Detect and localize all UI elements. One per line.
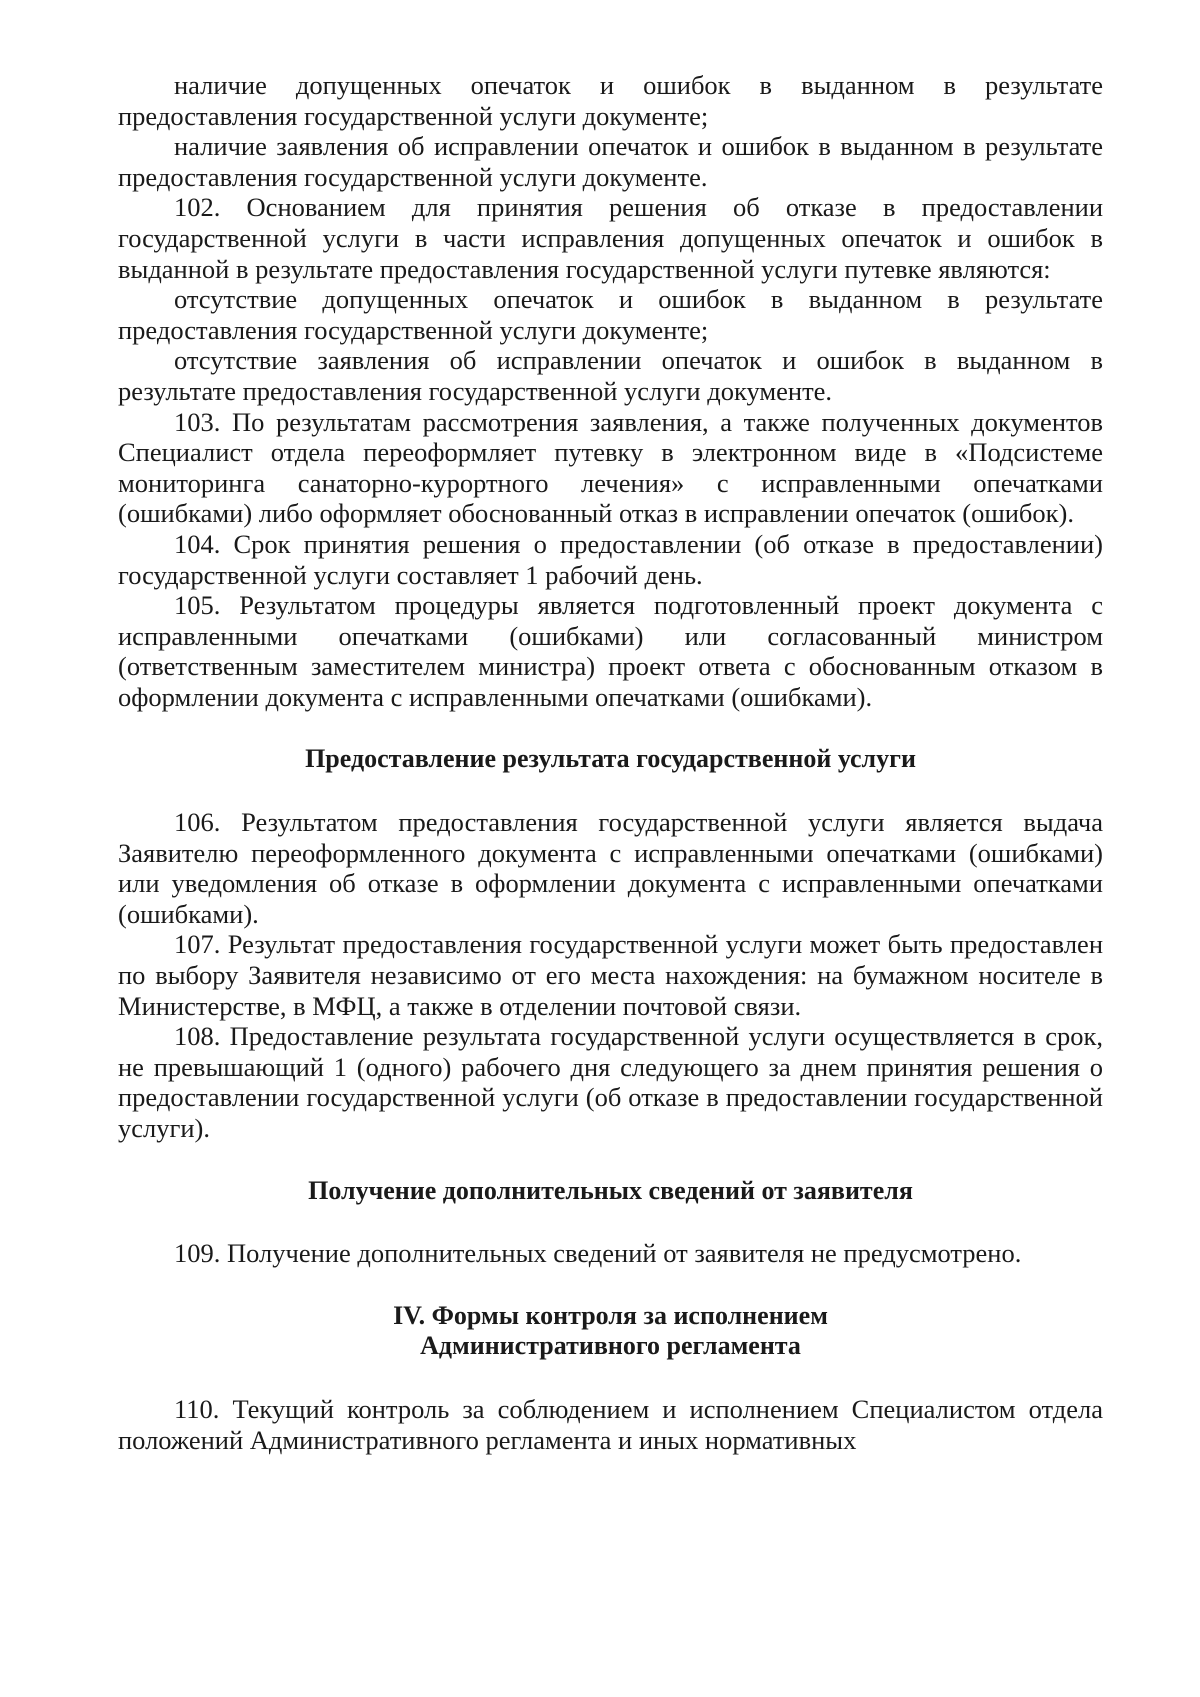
paragraph-106: 106. Результатом предоставления государственной услуги является выдача Заявителю переоформленного документа с исправленными опечатками (ошибками) или уведомления об отказе в оформлении документа с исправленными опечатками (ошибками).: [118, 807, 1103, 929]
section-heading-iv-line1: IV. Формы контроля за исполнением: [393, 1300, 828, 1330]
paragraph-103: 103. По результатам рассмотрения заявления, а также полученных документов Специалист отдела переоформляет путевку в электронном виде в «Подсистеме мониторинга санаторно-курортного лечения» с исправленными опечатками (ошибками) либо оформляет обоснованный отказ в исправлении опечаток (ошибок).: [118, 406, 1103, 529]
spacer: [118, 1269, 1103, 1301]
heading-result-provision: Предоставление результата государственной услуги: [305, 744, 916, 774]
spacer: [118, 1362, 1103, 1394]
paragraph-109: 109. Получение дополнительных сведений от заявителя не предусмотрено.: [174, 1238, 1022, 1269]
paragraph-typos-absent: отсутствие допущенных опечаток и ошибок в выданном в результате предоставления государственной услуги документе;: [118, 284, 1103, 345]
paragraph-typos-present: наличие допущенных опечаток и ошибок в выданном в результате предоставления государственной услуги документе;: [118, 70, 1103, 131]
paragraph-application-present: наличие заявления об исправлении опечаток и ошибок в выданном в результате предоставления государственной услуги документе.: [118, 131, 1103, 192]
paragraph-104: 104. Срок принятия решения о предоставлении (об отказе в предоставлении) государственной услуги составляет 1 рабочий день.: [118, 528, 1103, 590]
paragraph-application-absent: отсутствие заявления об исправлении опечаток и ошибок в выданном в результате предоставления государственной услуги документе.: [118, 345, 1103, 406]
paragraph-105: 105. Результатом процедуры является подготовленный проект документа с исправленными опечатками (ошибками) или согласованный министром (ответственным заместителем министра) проект ответа с обоснованным отказом в оформлении документа с исправленными опечатками (ошибками).: [118, 590, 1103, 712]
spacer: [118, 712, 1103, 744]
paragraph-102: 102. Основанием для принятия решения об отказе в предоставлении государственной услуги в части исправления допущенных опечаток и ошибок в выданной в результате предоставления государственной услуги путевке являются:: [118, 192, 1103, 284]
section-heading-iv-line2: Административного регламента: [420, 1331, 801, 1361]
document-page: [118, 70, 1103, 1455]
spacer: [118, 1206, 1103, 1238]
heading-additional-info: Получение дополнительных сведений от заявителя: [308, 1175, 913, 1205]
paragraph-108: 108. Предоставление результата государственной услуги осуществляется в срок, не превышающий 1 (одного) рабочего дня следующего за днем принятия решения о предоставлении государственной услуги (об отказе в предоставлении государственной услуги).: [118, 1021, 1103, 1143]
spacer: [118, 1144, 1103, 1176]
paragraph-107: 107. Результат предоставления государственной услуги может быть предоставлен по выбору Заявителя независимо от его места нахождения: на бумажном носителе в Министерстве, в МФЦ, а также в отделении почтовой связи.: [118, 929, 1103, 1021]
spacer: [118, 775, 1103, 807]
paragraph-110: 110. Текущий контроль за соблюдением и исполнением Специалистом отдела положений Административного регламента и иных нормативных: [118, 1393, 1103, 1455]
